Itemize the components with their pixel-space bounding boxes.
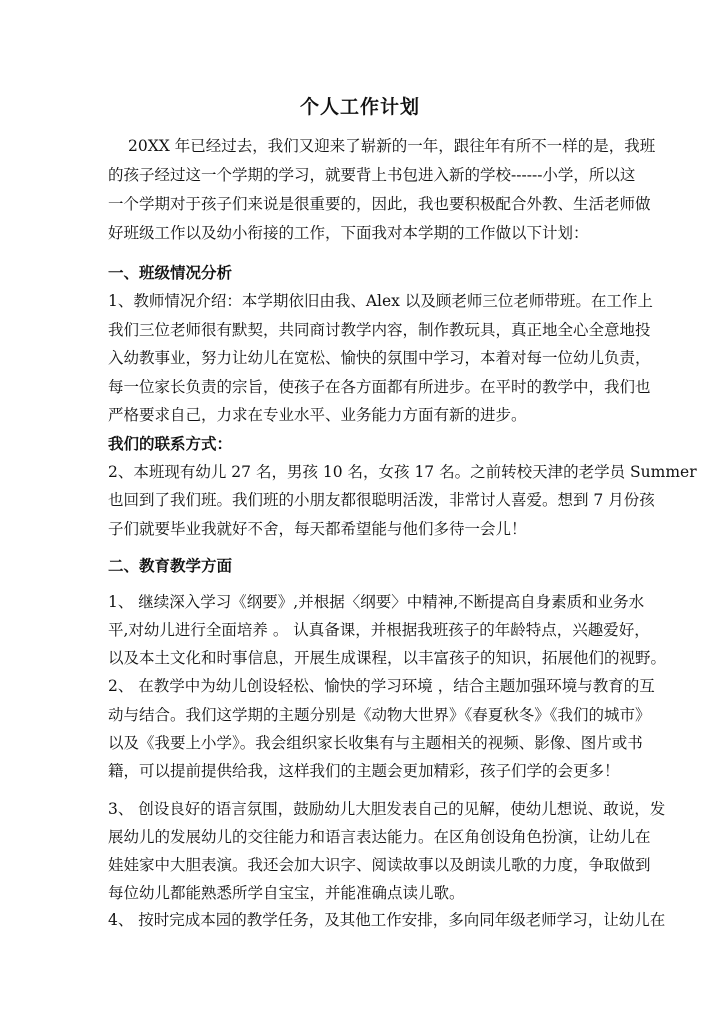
section2-item2-line-3: 以及《我要上小学》。我会组织家长收集有与主题相关的视频、影像、图片或书 xyxy=(108,734,643,752)
section2-item4-line-1: 4、 按时完成本园的教学任务，及其他工作安排，多向同年级老师学习，让幼儿在 xyxy=(108,911,666,929)
section2-item1-line-3: 以及本土文化和时事信息，开展生成课程，以丰富孩子的知识，拓展他们的视野。 xyxy=(108,649,667,667)
contact-subheading: 我们的联系方式： xyxy=(108,435,233,453)
section2-item3-line-1: 3、 创设良好的语言氛围，鼓励幼儿大胆发表自己的见解，使幼儿想说、敢说，发 xyxy=(108,800,666,818)
intro-line-4: 好班级工作以及幼小衔接的工作，下面我对本学期的工作做以下计划： xyxy=(108,224,589,242)
section2-item1-line-2: 平,对幼儿进行全面培养 。 认真备课，并根据我班孩子的年龄特点，兴趣爱好， xyxy=(108,621,650,639)
document-title: 个人工作计划 xyxy=(299,96,420,118)
section2-item2-line-1: 2、 在教学中为幼儿创设轻松、愉快的学习环境 ，结合主题加强环境与教育的互 xyxy=(108,677,655,695)
section2-item3-line-3: 娃娃家中大胆表演。我还会加大识字、阅读故事以及朗读儿歌的力度，争取做到 xyxy=(108,856,651,874)
section1-para2-line-2: 也回到了我们班。我们班的小朋友都很聪明活泼，非常讨人喜爱。想到 7 月份孩 xyxy=(108,491,655,509)
section2-item3-line-2: 展幼儿的发展幼儿的交往能力和语言表达能力。在区角创设角色扮演，让幼儿在 xyxy=(108,828,651,846)
section1-para2-line-3: 子们就要毕业我就好不舍，每天都希望能与他们多待一会儿！ xyxy=(108,520,527,538)
section1-para1-line-3: 入幼教事业，努力让幼儿在宽松、愉快的氛围中学习，本着对每一位幼儿负责， xyxy=(108,349,651,367)
section2-heading: 二、教育教学方面 xyxy=(108,557,233,575)
section1-para1-line-2: 我们三位老师很有默契，共同商讨教学内容，制作教玩具，真正地全心全意地投 xyxy=(108,321,651,339)
section1-para1-line-4: 每一位家长负责的宗旨，使孩子在各方面都有所进步。在平时的教学中，我们也 xyxy=(108,378,651,396)
section2-item2-line-2: 动与结合。我们这学期的主题分别是《动物大世界》《春夏秋冬》《我们的城市》 xyxy=(108,706,651,724)
intro-line-2: 的孩子经过这一个学期的学习，就要背上书包进入新的学校------小学，所以这 xyxy=(108,166,636,184)
section1-para1-line-5: 严格要求自己，力求在专业水平、业务能力方面有新的进步。 xyxy=(108,406,527,424)
intro-line-3: 一个学期对于孩子们来说是很重要的，因此，我也要积极配合外教、生活老师做 xyxy=(108,195,651,213)
section1-para1-line-1: 1、教师情况介绍：本学期依旧由我、Alex 以及顾老师三位老师带班。在工作上 xyxy=(108,292,653,310)
section1-heading: 一、班级情况分析 xyxy=(108,264,233,282)
section2-item3-line-4: 每位幼儿都能熟悉所学自宝宝，并能准确点读儿歌。 xyxy=(108,884,465,902)
intro-line-1: 20XX 年已经过去，我们又迎来了崭新的一年，跟往年有所不一样的是，我班 xyxy=(128,137,656,155)
section2-item1-line-1: 1、 继续深入学习《纲要》,并根据〈纲要〉中精神,不断提高自身素质和业务水 xyxy=(108,593,645,611)
section2-item2-line-4: 籍，可以提前提供给我，这样我们的主题会更加精彩，孩子们学的会更多！ xyxy=(108,762,620,780)
section1-para2-line-1: 2、本班现有幼儿 27 名，男孩 10 名，女孩 17 名。之前转校天津的老学员 Summer xyxy=(108,463,697,481)
